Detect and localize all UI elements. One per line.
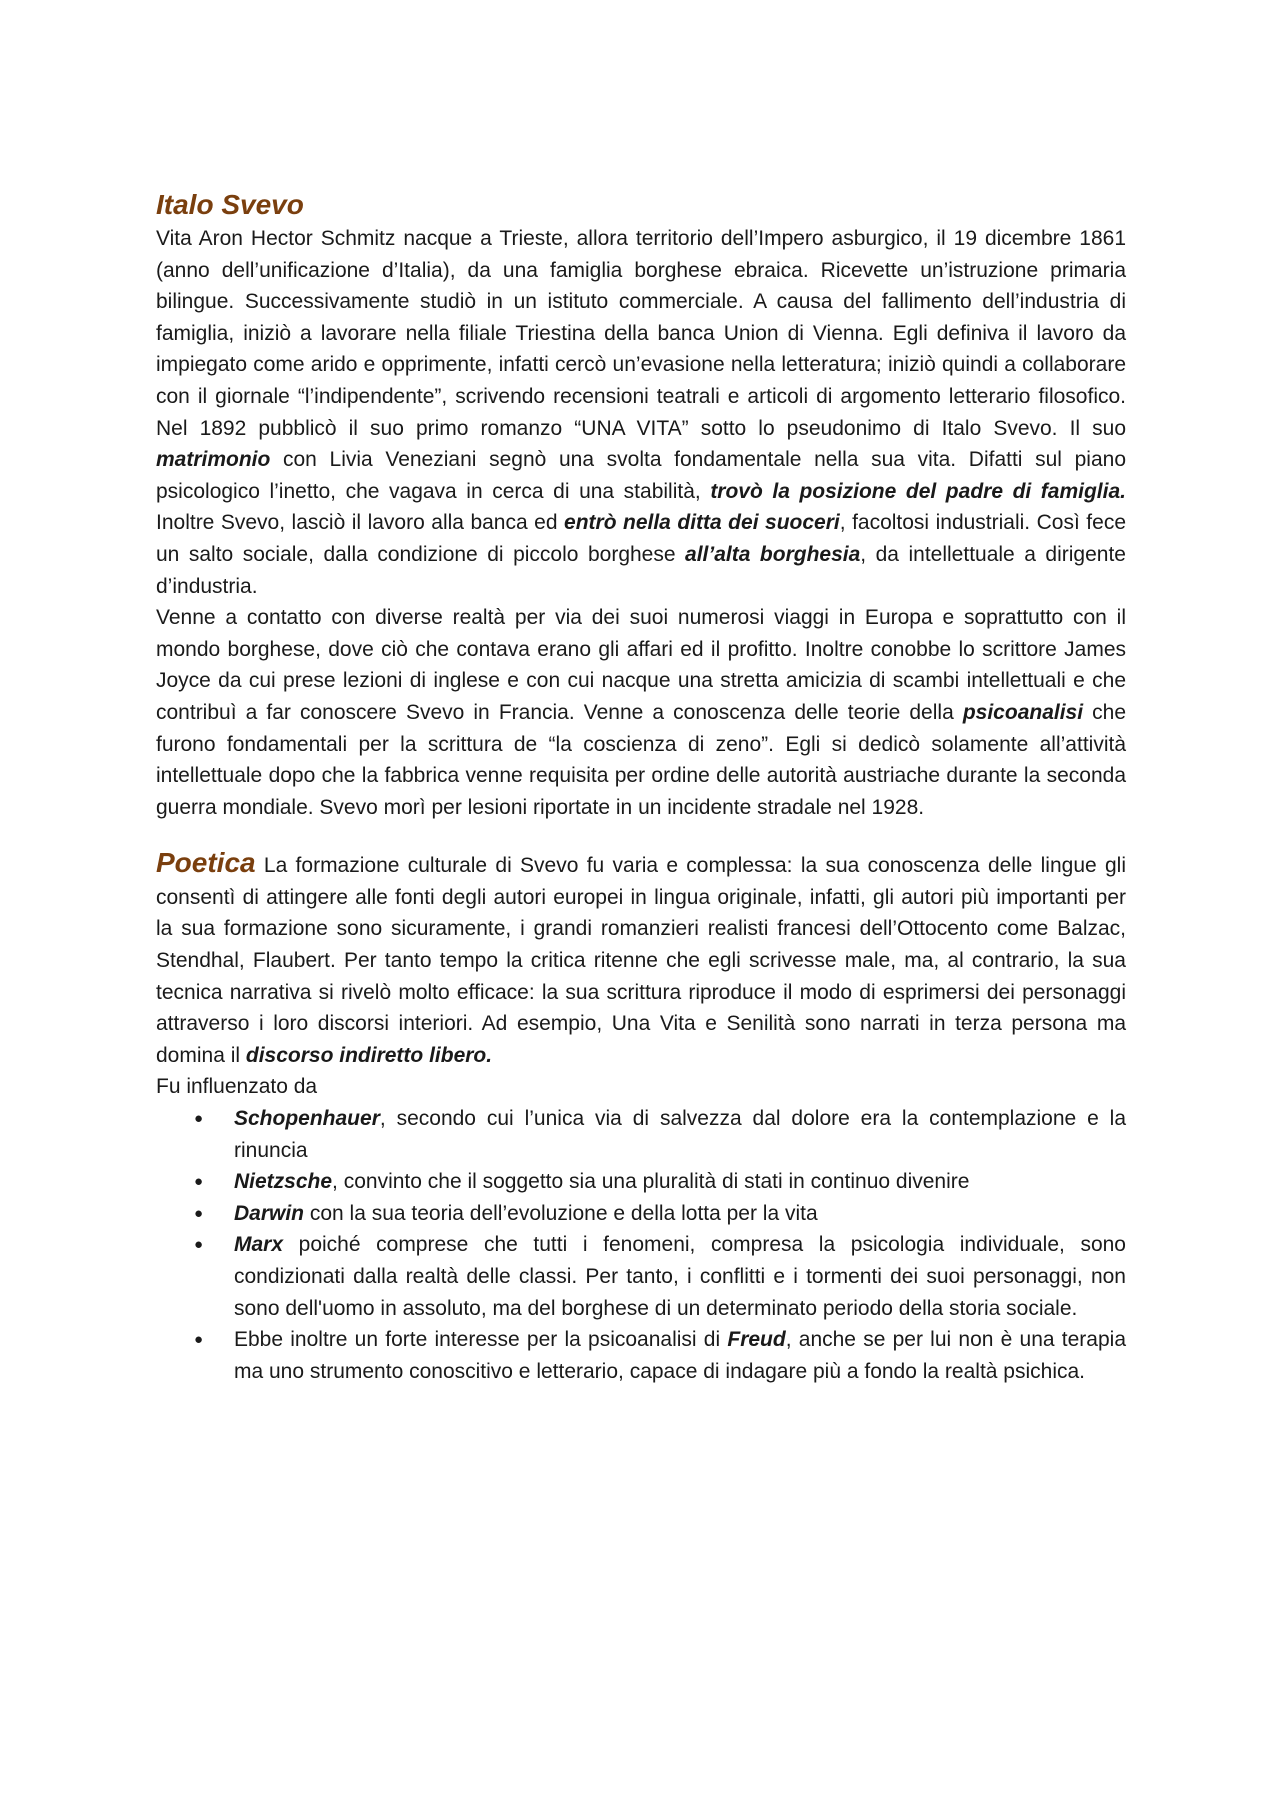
highlight-alta-borghesia: all’alta borghesia [685, 542, 861, 566]
influence-name: Marx [234, 1233, 284, 1257]
text-run: , da intellettuale a dirigente d’industria. [156, 542, 1126, 598]
list-item-freud [234, 1324, 1126, 1387]
section-title-italo-svevo: Italo Svevo [156, 189, 304, 220]
list-item-darwin [234, 1198, 1126, 1230]
list-item-marx [234, 1229, 1126, 1324]
text-run: con Livia Veneziani segnò una svolta fondamentale nella sua vita. Difatti sul piano psicologico l’inetto, che vagava in cerca di una stabilità, [156, 448, 1126, 503]
influence-text: , convinto che il soggetto sia una pluralità di stati in continuo divenire [332, 1170, 970, 1194]
biography-paragraph-1 [156, 223, 1126, 602]
poetica-paragraph [156, 847, 1126, 1071]
text-run: La formazione culturale di Svevo fu varia e complessa: la sua conoscenza delle lingue gli consentì di attingere alle fonti degli autori europei in lingua originale, infatti, gli autori più importanti per la sua formazione sono sicuramente, i grandi romanzieri realisti francesi dell’Ottocento come Balzac, Stendhal, Flaubert. Per tanto tempo la critica ritenne che egli scrivesse male, ma, al contrario, la sua tecnica narrativa si rivelò molto efficace: la sua scrittura riproduce il modo di esprimersi dei personaggi attraverso i loro discorsi interiori. Ad esempio, Una Vita e Senilità sono narrati in terza persona ma domina il [156, 854, 1126, 1067]
influence-name: Schopenhauer [234, 1107, 380, 1131]
influences-label: Fu influenzato da [156, 1075, 318, 1099]
influence-text: , secondo cui l’unica via di salvezza dal dolore era la contemplazione e la rinuncia [234, 1107, 1126, 1162]
list-item-nietzsche [234, 1166, 1126, 1198]
highlight-discorso-indiretto: discorso indiretto libero. [245, 1043, 493, 1067]
highlight-psicoanalisi: psicoanalisi [962, 700, 1084, 724]
text-run: che furono fondamentali per la scrittura de “la coscienza di zeno”. Egli si dedicò solamente all’attività intellettuale dopo che la fabbrica venne requisita per ordine delle autorità austriache durante la seconda guerra mondiale. Svevo morì per lesioni riportate in un incidente stradale nel 1928. [156, 700, 1127, 819]
influence-text: Ebbe inoltre un forte interesse per la psicoanalisi di [234, 1328, 728, 1352]
section-title-poetica: Poetica [156, 847, 256, 879]
biography-paragraph-2 [156, 602, 1126, 823]
text-run: Vita Aron Hector Schmitz nacque a Trieste, allora territorio dell’Impero asburgico, il 19 dicembre 1861 (anno dell’unificazione d’Italia), da una famiglia borghese ebraica. Ricevette un’istruzione primaria bilingue. Successivamente studiò in un istituto commerciale. A causa del fallimento dell’industria di famiglia, iniziò a lavorare nella filiale Triestina della banca Union di Vienna. Egli definiva il lavoro da impiegato come arido e opprimente, infatti cercò un’evasione nella letteratura; iniziò quindi a collaborare con il giornale “l’indipendente”, scrivendo recensioni teatrali e articoli di argomento letterario filosofico. Nel 1892 pubblicò il suo primo romanzo “UNA VITA” sotto lo pseudonimo di Italo Svevo. Il suo [156, 227, 1126, 440]
highlight-padre-di-famiglia: trovò la posizione del padre di famiglia. [710, 479, 1126, 503]
influence-name: Darwin [234, 1201, 305, 1225]
influences-list [156, 1103, 1126, 1387]
influence-text: poiché comprese che tutti i fenomeni, compresa la psicologia individuale, sono condizionati dalla realtà delle classi. Per tanto, i conflitti e i tormenti dei suoi personaggi, non sono dell'uomo in assoluto, ma del borghese di un determinato periodo della storia sociale. [234, 1233, 1126, 1320]
highlight-matrimonio: matrimonio [156, 448, 271, 472]
influence-text: con la sua teoria dell’evoluzione e della lotta per la vita [304, 1201, 818, 1225]
document-body [156, 187, 1126, 1387]
section-spacer [156, 823, 1126, 847]
influence-text: , anche se per lui non è una terapia ma uno strumento conoscitivo e letterario, capace di indagare più a fondo la realtà psichica. [234, 1328, 1126, 1383]
highlight-ditta-suoceri: entrò nella ditta dei suoceri [564, 511, 840, 535]
influence-name: Freud [727, 1328, 786, 1352]
text-run: , facoltosi industriali. Così fece un salto sociale, dalla condizione di piccolo borghese [156, 511, 1127, 566]
influence-name: Nietzsche [234, 1170, 333, 1194]
text-run: Inoltre Svevo, lasciò il lavoro alla banca ed [156, 511, 565, 535]
text-run: Venne a contatto con diverse realtà per via dei suoi numerosi viaggi in Europa e soprattutto con il mondo borghese, dove ciò che contava erano gli affari ed il profitto. Inoltre conobbe lo scrittore James Joyce da cui prese lezioni di inglese e con cui nacque una stretta amicizia di scambi intellettuali e che contribuì a far conoscere Svevo in Francia. Venne a conoscenza delle teorie della [156, 606, 1126, 724]
list-item-schopenhauer [234, 1103, 1126, 1166]
